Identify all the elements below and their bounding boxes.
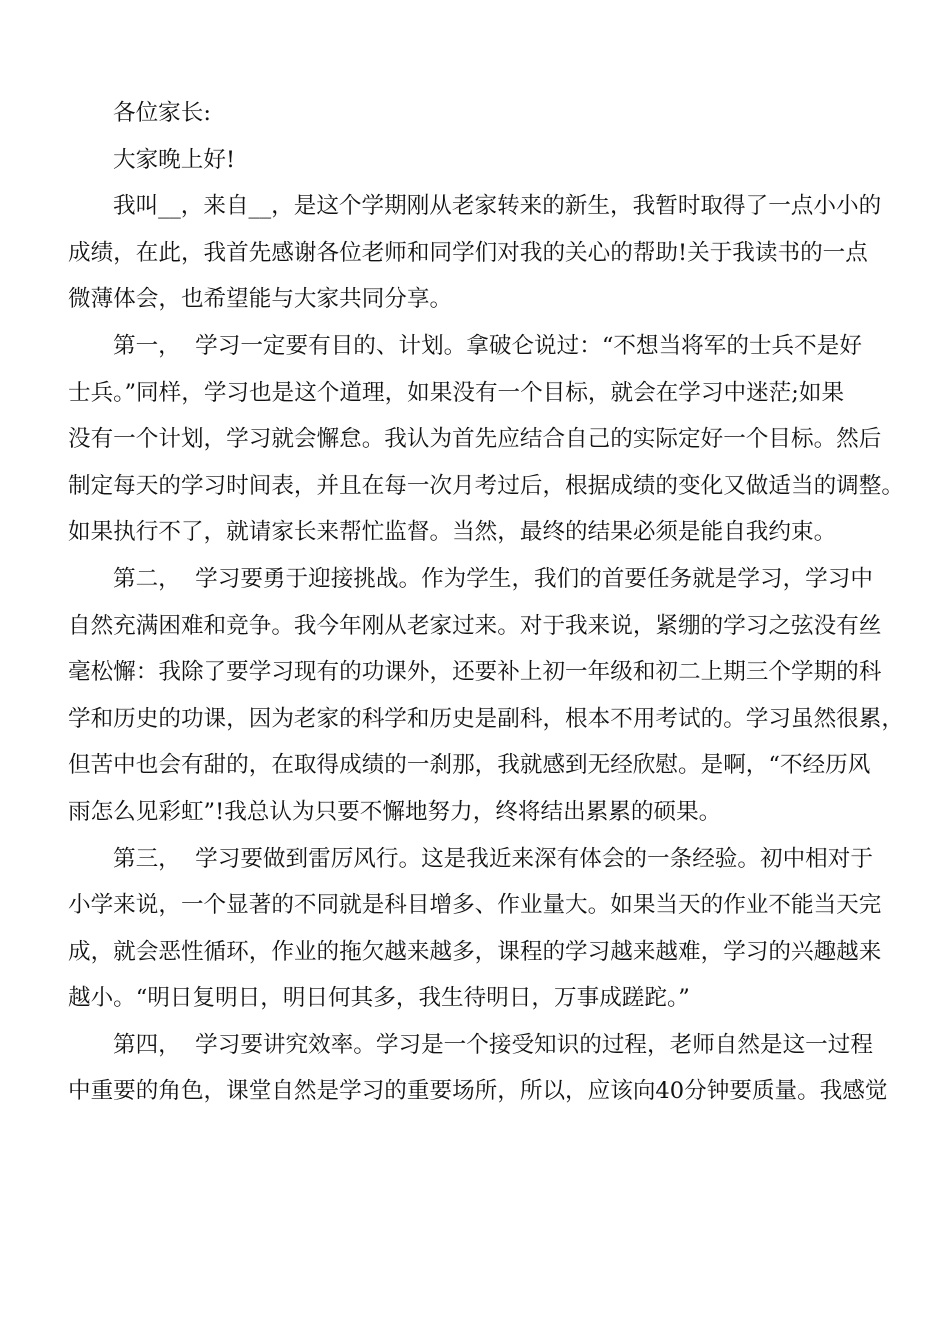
document-page <box>68 90 904 1115</box>
paragraph-line: 我叫__，来自__，是这个学期刚从老家转来的新生，我暂时取得了一点小小的 <box>113 193 882 220</box>
paragraph-line: 第二， 学习要勇于迎接挑战。作为学生，我们的首要任务就是学习，学习中 <box>113 565 873 592</box>
paragraph-line: 微薄体会，也希望能与大家共同分享。 <box>68 286 453 313</box>
salutation: 大家晚上好! <box>113 146 236 173</box>
paragraph-line: 越小。“明日复明日，明日何其多，我生待明日，万事成蹉跎。” <box>68 985 690 1012</box>
paragraph-2 <box>68 323 904 556</box>
paragraph-line: 成绩，在此，我首先感谢各位老师和同学们对我的关心的帮助!关于我读书的一点 <box>68 239 868 266</box>
paragraph-line: 学和历史的功课，因为老家的科学和历史是副科，根本不用考试的。学习虽然很累， <box>68 705 904 732</box>
paragraph-3 <box>68 556 904 836</box>
paragraph-line: 制定每天的学习时间表，并且在每一次月考过后，根据成绩的变化又做适当的调整。 <box>68 472 904 499</box>
paragraph-line: 小学来说，一个显著的不同就是科目增多、作业量大。如果当天的作业不能当天完 <box>68 892 882 919</box>
paragraph-line: 中重要的角色，课堂自然是学习的重要场所，所以，应该向40分钟要质量。我感觉 <box>68 1078 888 1105</box>
paragraph-1 <box>68 183 888 323</box>
paragraph-line: 第三， 学习要做到雷厉风行。这是我近来深有体会的一条经验。初中相对于 <box>113 845 873 872</box>
paragraph-line: 雨怎么见彩虹”!我总认为只要不懈地努力，终将结出累累的硕果。 <box>68 798 722 825</box>
paragraph-line: 第一， 学习一定要有目的、计划。拿破仑说过：“不想当将军的士兵不是好 <box>113 332 862 359</box>
paragraph-line: 如果执行不了，就请家长来帮忙监督。当然，最终的结果必须是能自我约束。 <box>68 519 837 546</box>
paragraph-line: 自然充满困难和竞争。我今年刚从老家过来。对于我来说，紧绷的学习之弦没有丝 <box>68 612 882 639</box>
paragraph-line: 没有一个计划，学习就会懈怠。我认为首先应结合自己的实际定好一个目标。然后 <box>68 426 882 453</box>
paragraph-line: 士兵。”同样，学习也是这个道理，如果没有一个目标，就会在学习中迷茫;如果 <box>68 379 845 406</box>
paragraph-5 <box>68 1022 888 1115</box>
paragraph-line: 第四， 学习要讲究效率。学习是一个接受知识的过程，老师自然是这一过程 <box>113 1031 873 1058</box>
paragraph-line: 但苦中也会有甜的，在取得成绩的一刹那，我就感到无经欣慰。是啊，“不经历风 <box>68 752 871 779</box>
greeting: 各位家长: <box>113 100 211 126</box>
paragraph-line: 成，就会恶性循环，作业的拖欠越来越多，课程的学习越来越难，学习的兴趣越来 <box>68 938 882 965</box>
paragraph-line: 毫松懈：我除了要学习现有的功课外，还要补上初一年级和初二上期三个学期的科 <box>68 659 882 686</box>
paragraph-4 <box>68 836 888 1022</box>
